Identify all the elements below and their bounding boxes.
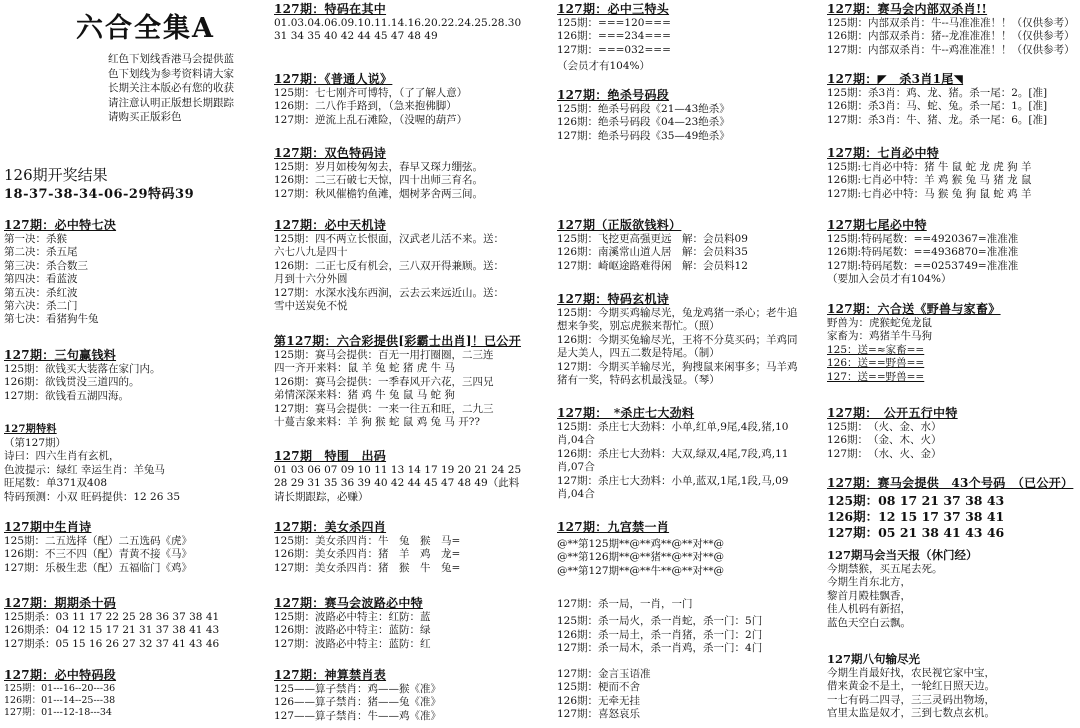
c1-section-seven-tips [4,218,266,327]
line: 弟情深深来料：猪 鸡 牛 兔 鼠 马 蛇 狗 [274,389,455,402]
line: 127期：喜怒哀乐 [557,708,641,721]
line: 125期：梗而不舍 [557,681,641,694]
line: 家畜为：鸡猪羊牛马狗 [827,330,932,343]
notice-text: 红色下划线香港马会提供蓝色下划线为参考资料请大家长期关注本版必有您的收获请注意认明正版想长期跟踪请购买正版彩色 [108,53,234,124]
section-title: 127期：特码玄机诗 [557,292,670,306]
line: 黎首月殿桂飘香， [827,589,911,602]
line: 127期：欲钱看五湖四海。 [4,389,130,402]
column-1 [0,0,268,728]
section-title: 127期：赛马会提供 43个号码 （已公开） [827,476,1074,490]
line: 127期：美女杀四肖：猪 猴 牛 兔= [274,561,461,574]
line: 125期：七七刚齐可博特，（了了解人意） [274,87,468,99]
section-title: 127期：特码在其中 [274,2,387,16]
section-title: 127期：必中三特头 [557,2,670,16]
line: 125期：绝杀号码段《21—43绝杀》 [557,103,730,115]
c2-section-color-poem [274,146,544,201]
section-title: 127期：六合送《野兽与家畜》 [827,302,1001,316]
line: （会员才有104%） [557,60,651,73]
line: 126期：内部双杀肖：猪--龙准准准！！（仅供参考） [827,30,1075,43]
line: 126期：美女杀四肖：猪 羊 鸡 龙= [274,548,461,561]
line: 126期：欲钱贯没三道四的。 [4,376,140,389]
line: 127期：逆流上乱石滩险，（没喔的葫芦） [274,113,468,126]
c3-section-money [557,218,813,273]
line: 125期：今期买鸡输尽光，兔龙鸡猪一杀心；老牛追 [557,307,798,319]
line: 126期：杀3肖：马、蛇、兔。杀一尾：1。[准] [827,100,1048,113]
line: 126期：二正七反有机会，三八双开得兼顾。送： [274,259,505,272]
result-heading: 126期开奖结果 [4,166,108,184]
c2-section-codes [274,2,544,44]
line: 126期:特码尾数：==4936870=准准准 [827,246,1019,259]
line: 一七有码二四寻，三三灵码出物场， [827,693,995,706]
section-title: 127期：必中天机诗 [274,218,387,232]
line: 126期：无牵无挂 [557,694,641,707]
line: 127期：===032=== [557,43,671,56]
line: 127期:七肖必中特：马 猴 兔 狗 鼠 蛇 鸡 羊 [827,187,1032,200]
line: 127期：杀庄七大劲料：小单,蓝双,1尾,1段,马,09 [557,474,789,487]
line: 借来黄金不是土，一轮红日照天边。 [827,680,995,693]
line: 125：送=≈家畜== [827,343,925,356]
line: 月到十六分外圆 [274,273,348,286]
line: @**第125期**@**鸡**@**对**@ [557,538,725,550]
c4-section-kill-three [827,72,1078,127]
line: 127期：杀一局，一肖，一门 [557,598,693,610]
line: 126期：南溪常山道人居 解：会员料35 [557,246,748,259]
c4-section-daily-report [827,548,1078,630]
line: 125期：杀一局火，杀一肖蛇，杀一门：5门 [557,615,763,628]
line: 第二决：杀五尾 [4,246,78,259]
line: 126期：二八作手路到，（急来抱佛脚） [274,100,457,113]
line: 125期：二五选择（配）二五选码《虎》 [4,535,193,547]
c1-section-zodiac-poem [4,520,266,575]
line: 126期：杀一局土，杀一肖猪，杀一门：2门 [557,628,763,641]
line: 01.03.04.06.09.10.11.14.16.20.22.24.25.28.30 [274,17,522,29]
c4-section-seven-zodiac [827,146,1078,201]
line: 125期：08 17 21 37 38 43 [827,493,1005,508]
line: 126期：01---14--25---38 [4,695,116,706]
line: 28 29 31 35 36 39 40 42 44 45 47 48 49（此料 [274,477,520,490]
section-title: 127期：必中特码段 [4,668,117,682]
c2-section-hkjc [274,334,544,429]
c3-section-nine-palace [557,520,813,578]
c4-section-seven-tail [827,218,1078,287]
c2-section-ordinary [274,72,544,127]
line: 126期：二三石破七天惊，四十出师三育名。 [274,174,484,187]
line: 125期:七肖必中特：猪 牛 鼠 蛇 龙 虎 狗 羊 [827,161,1032,173]
line: 127期：绝杀号码段《35—49绝杀》 [557,129,730,142]
c4-section-43-numbers [827,476,1078,541]
c2-section-special-range [274,449,544,504]
line: 126期：赛马会提供：一季春风开六花，三四兄 [274,375,494,388]
line: 肖,04合 [557,434,595,447]
line: 想来争奖，别忘虎猴来帮忙。（照） [557,320,720,333]
section-title: 127期：赛马会波路必中特 [274,596,423,610]
line: 125期：杀3肖：鸡、龙、猪。杀一尾：2。[准] [827,87,1048,99]
line: 126期：绝杀号码段《04—23绝杀》 [557,116,730,129]
line: 125期：美女杀四肖：牛 兔 猴 马= [274,535,461,547]
c3-section-seven-strong [557,406,813,501]
line: 126期： （金、木、火） [827,434,942,447]
line: 请长期跟踪，必赚） [274,490,369,503]
line: 125期杀：03 11 17 22 25 28 36 37 38 41 [4,611,220,623]
line: 126期：===234=== [557,30,671,43]
line: 127期：内部双杀肖：牛--鸡准准准！！（仅供参考） [827,43,1075,56]
line: 第一决：杀猴 [4,233,67,245]
line: 126期：今期买兔输尽光，王将不分莫买码；羊鸡同 [557,333,798,346]
line: （第127期） [4,437,67,449]
line: 31 34 35 40 42 44 45 47 48 49 [274,30,438,43]
column-3 [553,0,815,728]
section-title: 127期：双色特码诗 [274,146,387,160]
line: 诗曰：四六生肖有玄机， [4,450,120,463]
c4-section-beasts [827,302,1078,384]
c1-section-special [4,422,266,504]
c1-section-kill-ten [4,596,266,651]
result-line: 18-37-38-34-06-29特码39 [4,187,195,202]
c3-section-golden-words [557,668,813,722]
c4-section-five-elements [827,406,1078,461]
section-title: 127期：九宫禁一肖 [557,520,670,534]
c3-section-three-heads [557,2,813,74]
line: 127期：今期买羊输尽光，狗搜鼠来闲事多；马羊鸡 [557,360,798,373]
line: @**第126期**@**猪**@**对**@ [557,551,725,564]
section-title: 127期： 公开五行中特 [827,406,958,420]
section-title: 127期：三句赢钱料 [4,348,117,362]
section-title: 127期：必中特七决 [4,218,117,232]
line: 127期：金言玉语准 [557,668,651,680]
line: 01 03 06 07 09 10 11 13 14 17 19 20 21 24 25 [274,464,522,476]
line: 第七决：看猪狗牛兔 [4,313,99,326]
line: 125期:特码尾数：==4920367=准准准 [827,233,1019,245]
section-title: 127期（正版欲钱料） [557,218,682,232]
line: 127：送==野兽== [827,370,925,383]
line: 官里太监是奴才，三到七数点玄机。 [827,707,995,720]
line: 126：送==野兽== [827,357,925,370]
line: 肖,07合 [557,461,595,474]
section-title: 127期特料 [4,424,57,435]
c2-section-beauty [274,520,544,575]
line: 十蔓吉象来料：羊 狗 猴 蛇 鼠 鸡 兔 马 开?? [274,416,480,429]
line: 126期：12 15 17 37 38 41 [827,509,1005,524]
line: 是大美人，四五二数是特尾。（制） [557,347,720,360]
line: 127——算子禁肖：牛——鸡《准》 [274,709,442,722]
line: 127期杀：05 15 16 26 27 32 37 41 43 46 [4,637,220,650]
section-title: 127期：◤ 杀3肖1尾◥ [827,72,964,86]
line: 第三决：杀合数三 [4,259,88,272]
line: 127期:特码尾数：==0253749=准准准 [827,259,1019,272]
section-title: 127期：赛马会内部双杀肖!! [827,2,988,16]
line: （要加入会员才有104%） [827,273,952,286]
line: 雪中送炭免不悦 [274,300,348,313]
line: 125期： （火、金、水） [827,421,942,433]
line: 猪有一奖，特码玄机最浅显。（琴） [557,374,720,387]
line: 今期禁猴，买五尾去死。 [827,563,943,575]
line: 126期：波路必中特主：蓝防：绿 [274,624,431,637]
line: 127期：杀3肖：牛、猪、龙。杀一尾：6。[准] [827,113,1048,126]
line: 125期：===120=== [557,17,671,29]
line: 第四决：看蓝波 [4,273,78,286]
c3-section-kill-one [557,598,813,656]
column-4 [823,0,1080,728]
section-title: 127期：绝杀号码段 [557,88,670,102]
line: 野兽为：虎猴蛇兔龙鼠 [827,317,932,329]
line: @**第127期**@**牛**@**对**@ [557,564,725,577]
section-title: 127期七尾必中特 [827,218,927,232]
line: 肖,04合 [557,488,595,501]
c1-section-code-range [4,668,266,719]
line: 蓝色天空白云飘。 [827,616,911,629]
section-title: 127期中生肖诗 [4,520,92,534]
line: 佳人机码有新招， [827,603,911,616]
line: 127期：01---12-18---34 [4,707,112,718]
c2-section-wave [274,596,544,651]
line: 旺尾数：单371双408 [4,477,108,490]
line: 125期：杀庄七大劲料：小单,红单,9尾,4段,猪,10 [557,421,789,433]
line: 125期：赛马会提供：百无一用打圈圈，二三连 [274,349,494,361]
line: 今期生肖最好找，农民视它家中宝， [827,667,995,679]
line: 127期：秋风催檐钓鱼滩，烟树茅舍两三间。 [274,187,484,200]
column-2 [270,0,546,728]
line: 第五决：杀红波 [4,286,78,299]
line: 125期：岁月如梭匆匆去，春早又琛力绷弦。 [274,161,484,173]
line: 127期：杀一局木，杀一肖鸡，杀一门：4门 [557,642,763,655]
line: 色波提示：绿红 幸运生肖：羊兔马 [4,463,165,476]
c4-section-double-kill [827,2,1078,57]
line: 今期生肖东北方， [827,576,911,589]
c3-section-mystery-poem [557,292,813,387]
line: 127期： （水、火、金） [827,447,942,460]
c2-section-forbidden [274,668,544,723]
result-section [4,166,266,205]
line: 四一齐开来料：鼠 羊 兔 蛇 猪 虎 牛 马 [274,362,455,375]
c1-section-three-sentences [4,348,266,403]
section-title: 127期：《普通人说》 [274,72,393,86]
section-title: 127期：期期杀十码 [4,596,117,610]
line: 125期：四不两立长恨面，汉武老儿活不来。送： [274,233,505,245]
line: 127期：乐极生悲（配）五福临门《鸡》 [4,561,193,574]
section-title: 127期 特围 出码 [274,449,387,463]
line: 127期：05 21 38 41 43 46 [827,525,1005,540]
line: 六七八九是四十 [274,246,348,259]
line: 127期：水深水浅东西涧，云去云来远近山。送： [274,286,505,299]
line: 126——算子禁肖：猪——兔《准》 [274,696,442,709]
line: 126期：杀庄七大劲料：大双,绿双,4尾,7段,鸡,11 [557,447,789,460]
section-title: 第127期：六合彩提供[彩霸士出肖]！已公开 [274,334,522,348]
page-title: 六合全集A [76,13,215,44]
line: 126期：不三不四（配）青黄不接《马》 [4,548,193,561]
section-title: 127期：神算禁肖表 [274,668,387,682]
section-title: 127期马会当天报（休门经） [827,548,978,562]
c2-section-secret-poem [274,218,544,313]
line: 127期：崎岖途路难得闲 解：会员料12 [557,259,748,272]
line: 127期：赛马会提供：一来一往五和旺，二九三 [274,402,494,415]
line: 125期：欲钱买大装落在家门内。 [4,363,161,375]
c3-section-kill-range [557,88,813,143]
line: 特码预测：小双 旺码提供：12 26 35 [4,490,181,503]
c4-section-eight-lines [827,652,1078,721]
section-title: 127期八句输尽光 [827,652,921,666]
line: 125期：波路必中特主：红防：蓝 [274,611,431,623]
line: 125期：01---16--20---36 [4,683,116,694]
line: 126期:七肖必中特：羊 鸡 猴 兔 马 猪 龙 鼠 [827,174,1032,187]
line: 125期：飞挖更高强更远 解：会员料09 [557,233,748,245]
section-title: 127期： *杀庄七大劲料 [557,406,695,420]
line: 第六决：杀二门 [4,300,78,313]
section-title: 127期：七肖必中特 [827,146,940,160]
line: 125——算子禁肖：鸡——猴《准》 [274,683,442,695]
line: 125期：内部双杀肖：牛--马准准准！！（仅供参考） [827,17,1075,29]
line: 127期：波路必中特主：蓝防：红 [274,637,431,650]
line: 126期杀：04 12 15 17 21 31 37 38 41 43 [4,624,220,637]
section-title: 127期：美女杀四肖 [274,520,387,534]
